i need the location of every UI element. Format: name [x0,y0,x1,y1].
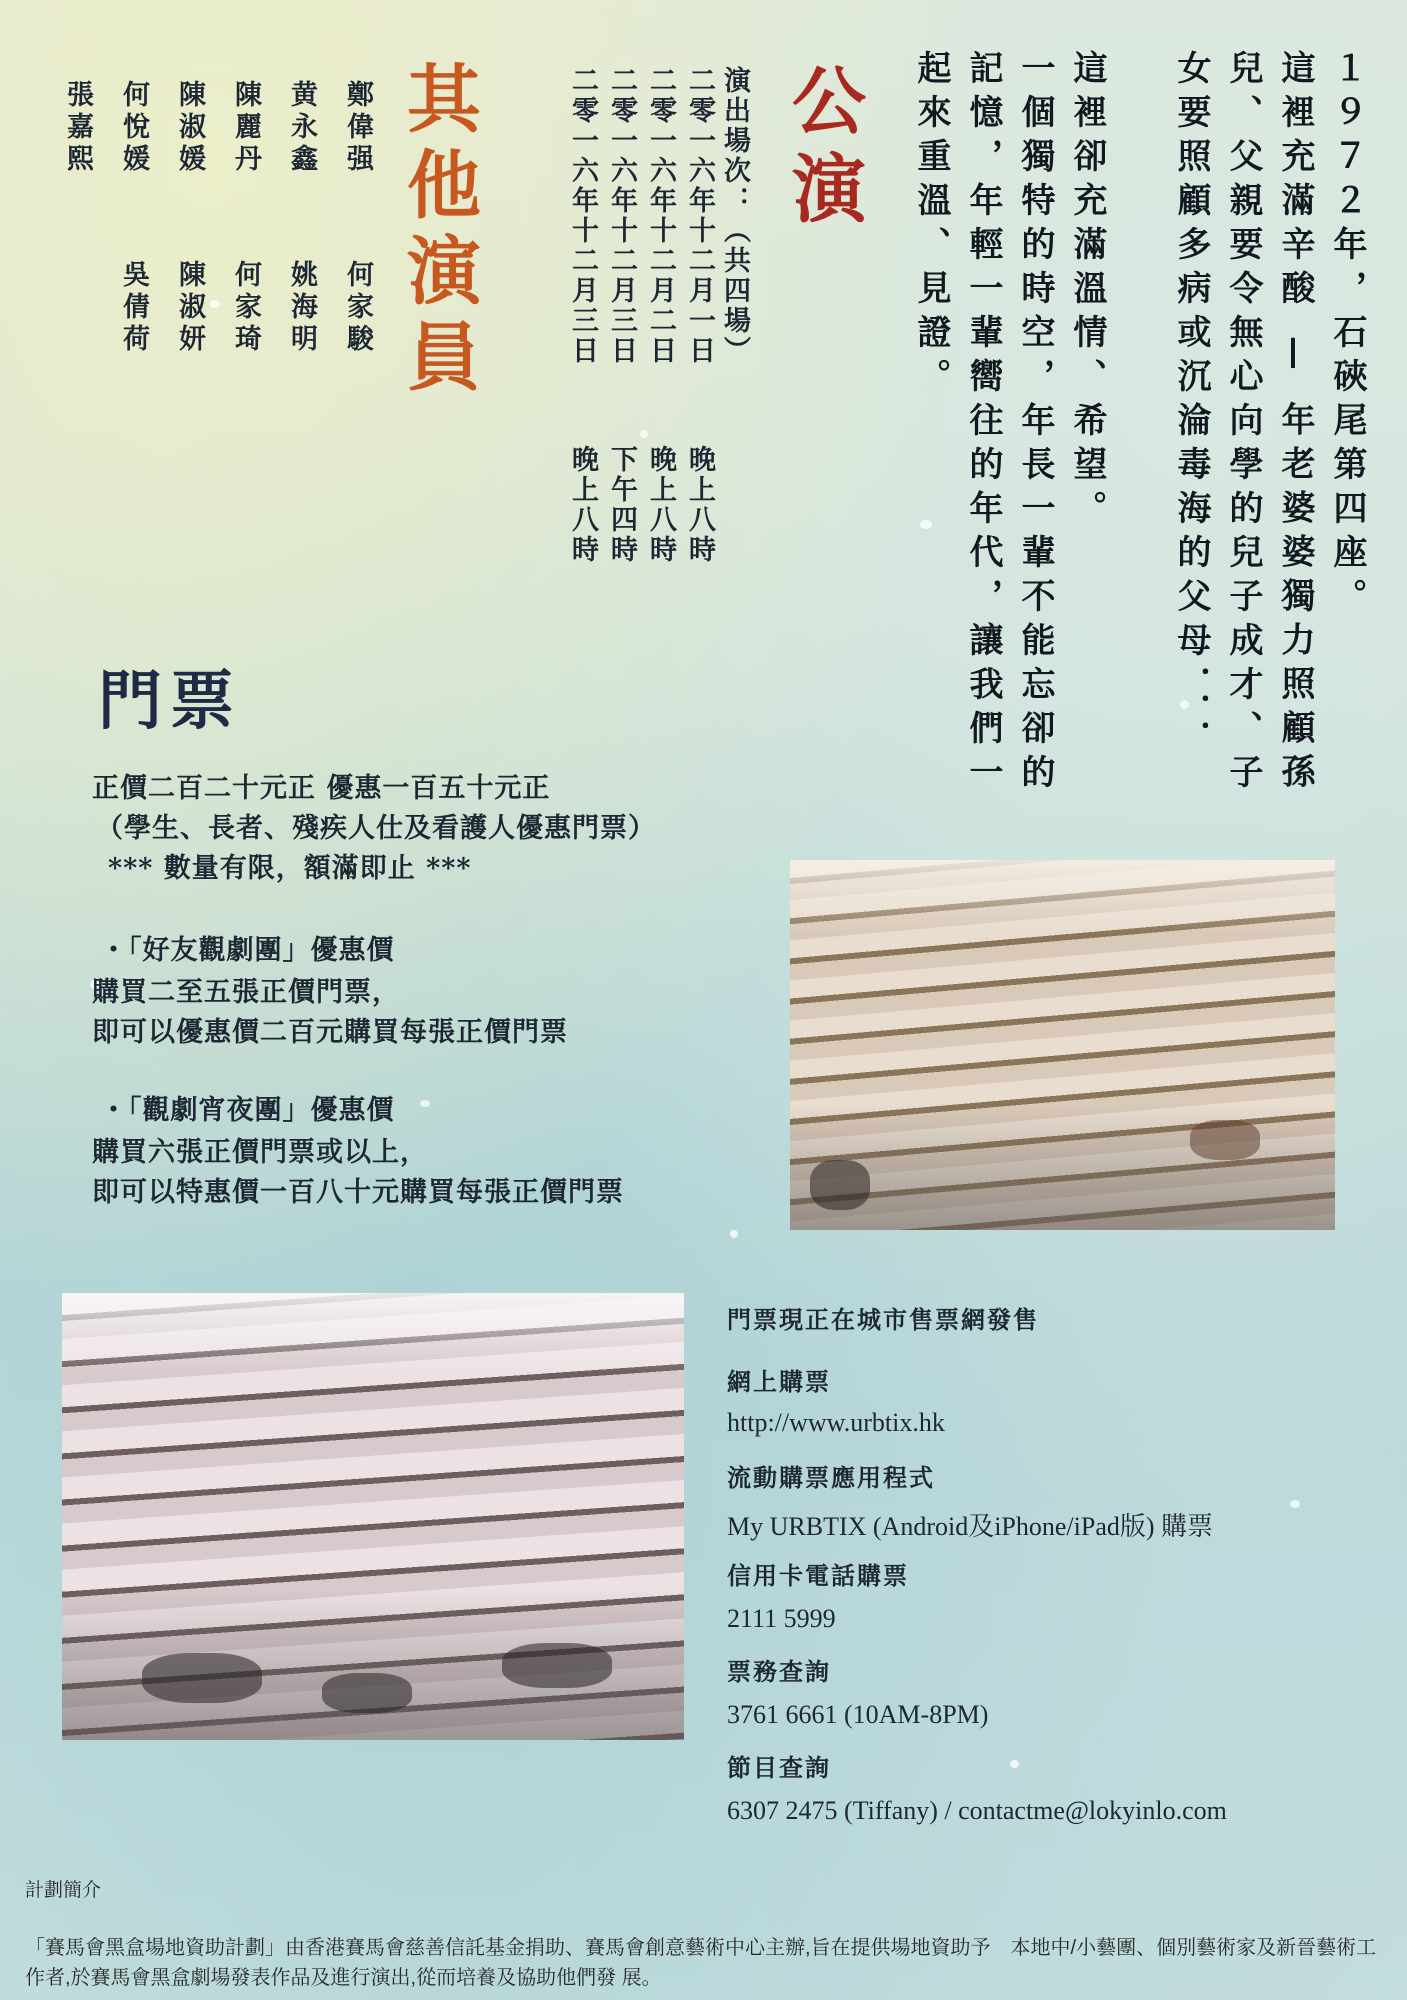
cast-member: 陳淑媛 [174,80,205,176]
performance-date: 二零一六年十二月三日 [606,66,637,366]
performance-date: 二零一六年十二月三日 [567,66,598,366]
box-office-intro: 門票現正在城市售票網發售 [727,1305,1039,1334]
photo-detail [322,1673,412,1713]
footer-heading: 計劃簡介 [25,1880,102,1901]
offer-text: 即可以優惠價二百元購買每張正價門票 [92,1017,568,1048]
cast-member: 陳麗丹 [230,80,261,176]
performance-title: 公演 [780,62,866,238]
performance-date: 二零一六年十二月二日 [645,66,676,366]
offer-text: 即可以特惠價一百八十元購買每張正價門票 [92,1177,624,1208]
phone-value: 2111 5999 [727,1604,836,1633]
performance-heading: 演出場次：（共四場） [719,66,750,366]
photo-detail [1190,1120,1260,1160]
cast-member: 吳倩荷 [118,260,149,356]
cast-title: 其他演員 [395,60,481,404]
story-line: 兒、父親要令無心向學的兒子成才、子 [1223,50,1263,798]
story-line: １９７２年，石硤尾第四座。 [1327,50,1367,622]
story-line: 女要照顧多病或沉淪毒海的父母．．． [1171,50,1211,764]
offer-title: ・「觀劇宵夜團」優惠價 [100,1095,395,1126]
story-line: 這裡充滿辛酸 — 年老婆婆獨力照顧孫 [1275,50,1315,798]
cast-member: 何家琦 [230,260,261,356]
cast-member: 何悅媛 [118,80,149,176]
enquiry-value: 3761 6661 (10AM-8PM) [727,1700,989,1729]
ticket-limit: *** 數量有限，額滿即止 *** [108,853,472,884]
cast-member: 鄭偉强 [342,80,373,176]
offer-text: 購買六張正價門票或以上， [92,1137,428,1168]
story-line: 一個獨特的時空，年長一輩不能忘卻的 [1015,50,1055,798]
snow-speck [730,1230,738,1238]
performance-time: 下午四時 [606,445,637,565]
offer-title: ・「好友觀劇團」優惠價 [100,935,395,966]
ticket-price: 正價二百二十元正 優惠一百五十元正 [92,773,551,804]
footer-text: 「賽馬會黑盒場地資助計劃」由香港賽馬會慈善信託基金捐助、賽馬會創意藝術中心主辦,旨在提供場地資助予 本地中/小藝團、個別藝術家及新晉藝術工作者,於賽馬會黑盒劇場發表作品及進行演出,從而培養及協助他們發 展。 [25,1937,1377,1989]
cast-member: 何家駿 [342,260,373,356]
snow-speck [640,430,648,438]
enquiry-label: 票務查詢 [727,1657,831,1686]
offer-text: 購買二至五張正價門票， [92,977,400,1008]
performance-date: 二零一六年十二月一日 [684,66,715,366]
photo-detail [810,1160,870,1210]
online-url-link[interactable]: http://www.urbtix.hk [727,1408,945,1437]
program-enquiry-label: 節目查詢 [727,1753,831,1782]
tickets-title: 門票 [98,664,242,739]
snow-speck [1010,1760,1019,1768]
performance-time: 晚上八時 [684,445,715,565]
story-line: 起來重溫、見證。 [911,50,951,402]
performance-time: 晚上八時 [645,445,676,565]
app-label: 流動購票應用程式 [727,1463,935,1492]
building-photo [790,860,1335,1230]
photo-shadow [790,1104,1335,1230]
program-enquiry-value: 6307 2475 (Tiffany) / contactme@lokyinlo.com [727,1796,1227,1825]
performance-time: 晚上八時 [567,445,598,565]
photo-detail [502,1643,612,1688]
ticket-concession: （學生、長者、殘疾人仕及看護人優惠門票） [96,813,656,844]
cast-member: 陳淑妍 [174,260,205,356]
street-photo [62,1293,684,1740]
online-label: 網上購票 [727,1367,831,1396]
phone-label: 信用卡電話購票 [727,1561,909,1590]
snow-speck [920,520,932,529]
photo-detail [142,1653,262,1703]
snow-speck [210,300,220,308]
cast-member: 黄永鑫 [286,80,317,176]
story-line: 這裡卻充滿溫情、希望。 [1067,50,1107,534]
snow-speck [1290,1500,1300,1508]
cast-member: 張嘉熙 [62,80,93,176]
app-value: My URBTIX (Android及iPhone/iPad版) 購票 [727,1512,1214,1541]
story-line: 記憶，年輕一輩嚮往的年代，讓我們一 [963,50,1003,798]
cast-member: 姚海明 [286,260,317,356]
snow-speck [420,1100,430,1107]
